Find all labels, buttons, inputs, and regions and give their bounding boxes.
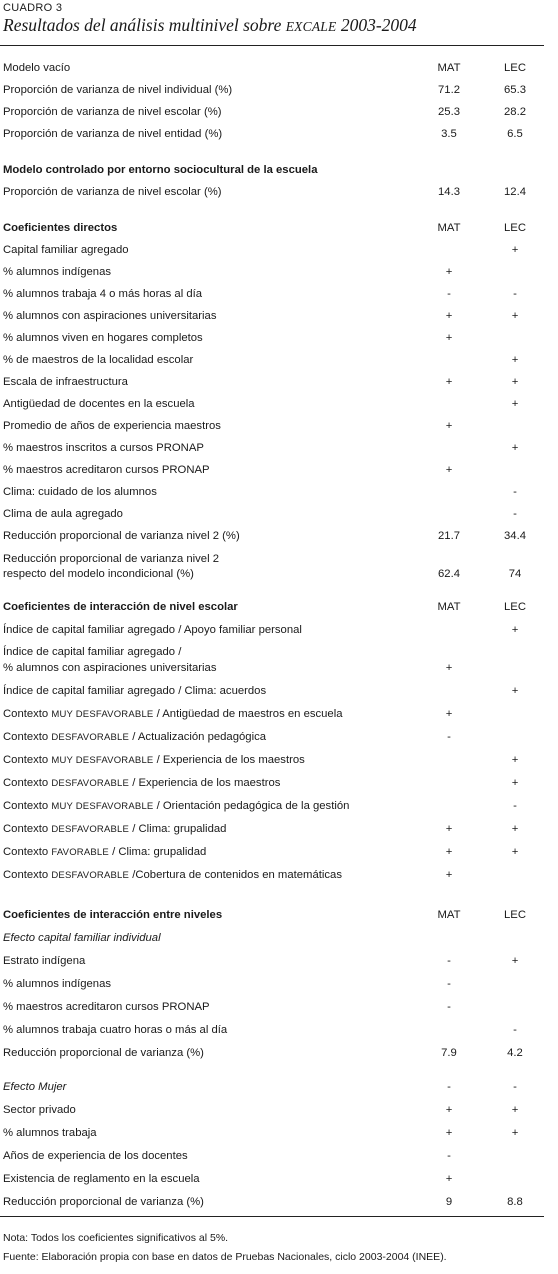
row-label: Reducción proporcional de varianza nivel 2 (%)	[3, 530, 240, 542]
bottom-rule	[0, 1216, 544, 1217]
mat-cell: +	[445, 1127, 453, 1139]
mat-cell: +	[445, 376, 453, 388]
row-label: Años de experiencia de los docentes	[3, 1150, 188, 1162]
lec-cell: 12.4	[504, 186, 526, 198]
row-label: Capital familiar agregado	[3, 244, 129, 256]
lec-cell: +	[511, 376, 519, 388]
row-label: Contexto MUY DESFAVORABLE / Experiencia de los maestros	[3, 754, 305, 766]
mat-cell: -	[447, 1150, 451, 1162]
row-label: Reducción proporcional de varianza nivel 2	[3, 553, 220, 565]
row-label: Sector privado	[3, 1104, 76, 1116]
lec-cell: 74	[508, 568, 522, 580]
lec-cell: 34.4	[504, 530, 526, 542]
row-label: % alumnos trabaja	[3, 1127, 97, 1139]
row-label: Promedio de años de experiencia maestros	[3, 420, 221, 432]
row-label: % alumnos viven en hogares completos	[3, 332, 203, 344]
mat-cell: 25.3	[438, 106, 460, 118]
row-label: Coeficientes de interacción de nivel escolar	[3, 601, 238, 613]
lec-cell: 28.2	[504, 106, 526, 118]
row-label: Reducción proporcional de varianza (%)	[3, 1047, 204, 1059]
table-source: Fuente: Elaboración propia con base en datos de Pruebas Nacionales, ciclo 2003-2004 (INEE).	[3, 1251, 447, 1263]
row-label: % maestros acreditaron cursos PRONAP	[3, 1001, 210, 1013]
row-label: Escala de infraestructura	[3, 376, 128, 388]
lec-cell: 6.5	[507, 128, 523, 140]
mat-cell: 62.4	[438, 568, 460, 580]
row-label: Clima de aula agregado	[3, 508, 123, 520]
mat-cell: +	[445, 332, 453, 344]
mat-cell: +	[445, 266, 453, 278]
row-label: % alumnos trabaja cuatro horas o más al día	[3, 1024, 228, 1036]
lec-cell: -	[513, 486, 517, 498]
top-rule	[0, 45, 544, 46]
lec-cell: +	[511, 244, 519, 256]
lec-cell: +	[511, 823, 519, 835]
row-label: respecto del modelo incondicional (%)	[3, 568, 194, 580]
row-label: Existencia de reglamento en la escuela	[3, 1173, 200, 1185]
lec-cell: +	[511, 955, 519, 967]
lec-cell: +	[511, 310, 519, 322]
lec-cell: +	[511, 624, 519, 636]
mat-cell: +	[445, 464, 453, 476]
mat-cell: MAT	[437, 601, 461, 613]
mat-cell: +	[445, 846, 453, 858]
mat-cell: 71.2	[438, 84, 460, 96]
lec-cell: +	[511, 846, 519, 858]
mat-cell: +	[445, 708, 453, 720]
mat-cell: +	[445, 420, 453, 432]
lec-cell: +	[511, 754, 519, 766]
lec-cell: +	[511, 398, 519, 410]
row-label: Proporción de varianza de nivel individual (%)	[3, 84, 233, 96]
row-label: Contexto MUY DESFAVORABLE / Antigüedad de maestros en escuela	[3, 708, 343, 720]
lec-cell: +	[511, 777, 519, 789]
mat-cell: MAT	[437, 909, 461, 921]
lec-cell: LEC	[504, 909, 526, 921]
lec-cell: 4.2	[507, 1047, 523, 1059]
row-label: Reducción proporcional de varianza (%)	[3, 1196, 204, 1208]
mat-cell: 21.7	[438, 530, 460, 542]
mat-cell: +	[445, 823, 453, 835]
row-label: % alumnos con aspiraciones universitarias	[3, 310, 217, 322]
row-label: Proporción de varianza de nivel escolar (%)	[3, 186, 222, 198]
mat-cell: 7.9	[441, 1047, 457, 1059]
lec-cell: -	[513, 800, 517, 812]
mat-cell: -	[447, 1001, 451, 1013]
row-label: Efecto capital familiar individual	[3, 932, 161, 944]
mat-cell: MAT	[437, 222, 461, 234]
mat-cell: 9	[445, 1196, 453, 1208]
mat-cell: -	[447, 288, 451, 300]
row-label: Coeficientes directos	[3, 222, 118, 234]
lec-cell: +	[511, 442, 519, 454]
row-label: Antigüedad de docentes en la escuela	[3, 398, 195, 410]
row-label: % maestros inscritos a cursos PRONAP	[3, 442, 204, 454]
row-label: % alumnos trabaja 4 o más horas al día	[3, 288, 203, 300]
row-label: Estrato indígena	[3, 955, 86, 967]
lec-cell: 8.8	[507, 1196, 523, 1208]
row-label: Clima: cuidado de los alumnos	[3, 486, 157, 498]
row-label: Modelo vacío	[3, 62, 71, 74]
lec-cell: +	[511, 1104, 519, 1116]
lec-cell: -	[513, 1024, 517, 1036]
mat-cell: -	[447, 978, 451, 990]
mat-cell: +	[445, 1104, 453, 1116]
row-label: Proporción de varianza de nivel escolar (%)	[3, 106, 222, 118]
mat-cell: -	[447, 731, 451, 743]
mat-cell: +	[445, 310, 453, 322]
table-title: Resultados del análisis multinivel sobre EXCALE 2003-2004	[3, 15, 417, 35]
row-label: Índice de capital familiar agregado / Clima: acuerdos	[3, 685, 267, 697]
row-label: % alumnos indígenas	[3, 266, 112, 278]
lec-cell: LEC	[504, 222, 526, 234]
table-number: CUADRO 3	[3, 2, 63, 14]
mat-cell: +	[445, 662, 453, 674]
row-label: Contexto DESFAVORABLE / Actualización pedagógica	[3, 731, 267, 743]
lec-cell: +	[511, 1127, 519, 1139]
table-note: Nota: Todos los coeficientes significativos al 5%.	[3, 1232, 229, 1244]
lec-cell: -	[513, 508, 517, 520]
row-label: Contexto DESFAVORABLE / Experiencia de los maestros	[3, 777, 281, 789]
lec-cell: LEC	[504, 62, 526, 74]
row-label: Contexto FAVORABLE / Clima: grupalidad	[3, 846, 207, 858]
mat-cell: -	[447, 955, 451, 967]
row-label: Proporción de varianza de nivel entidad (%)	[3, 128, 223, 140]
row-label: Contexto DESFAVORABLE /Cobertura de contenidos en matemáticas	[3, 869, 342, 881]
row-label: Coeficientes de interacción entre niveles	[3, 909, 223, 921]
lec-cell: -	[513, 1081, 517, 1093]
row-label: Índice de capital familiar agregado /	[3, 646, 182, 658]
lec-cell: +	[511, 354, 519, 366]
mat-cell: 14.3	[438, 186, 460, 198]
row-label: Contexto MUY DESFAVORABLE / Orientación pedagógica de la gestión	[3, 800, 350, 812]
row-label: % maestros acreditaron cursos PRONAP	[3, 464, 210, 476]
row-label: Contexto DESFAVORABLE / Clima: grupalidad	[3, 823, 227, 835]
mat-cell: +	[445, 1173, 453, 1185]
row-label: Índice de capital familiar agregado / Apoyo familiar personal	[3, 624, 302, 636]
row-label: Efecto Mujer	[3, 1081, 67, 1093]
lec-cell: LEC	[504, 601, 526, 613]
lec-cell: 65.3	[504, 84, 526, 96]
lec-cell: -	[513, 288, 517, 300]
mat-cell: -	[447, 1081, 451, 1093]
mat-cell: MAT	[437, 62, 461, 74]
mat-cell: 3.5	[441, 128, 457, 140]
lec-cell: +	[511, 685, 519, 697]
row-label: % alumnos indígenas	[3, 978, 112, 990]
mat-cell: +	[445, 869, 453, 881]
row-label: % alumnos con aspiraciones universitarias	[3, 662, 217, 674]
row-label: % de maestros de la localidad escolar	[3, 354, 194, 366]
row-label: Modelo controlado por entorno sociocultural de la escuela	[3, 164, 318, 176]
